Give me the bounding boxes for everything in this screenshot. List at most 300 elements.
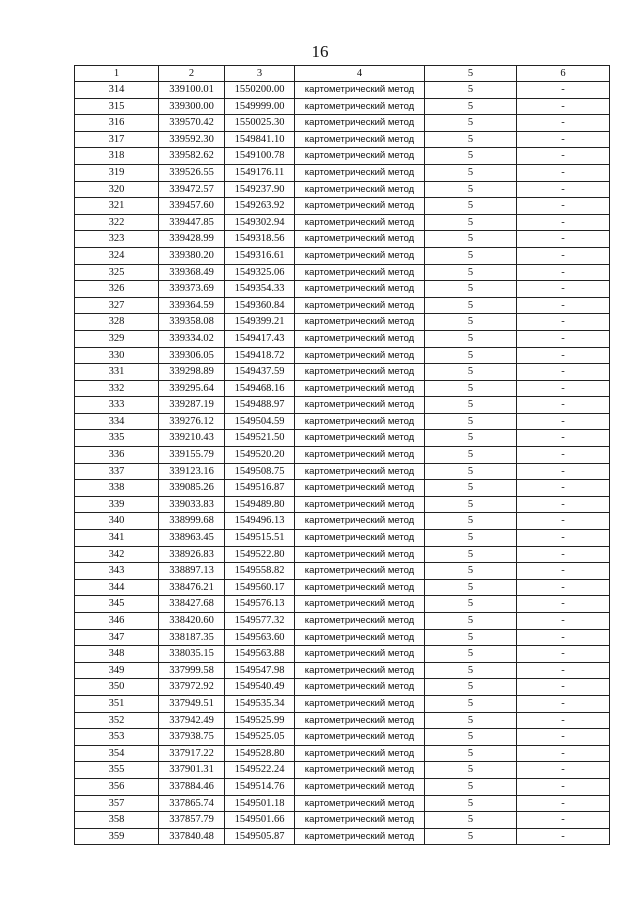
note-cell: -: [517, 131, 610, 148]
y-coordinate-cell: 1549560.17: [225, 579, 295, 596]
table-row: [75, 297, 610, 314]
point-number-cell: 325: [75, 264, 159, 281]
note-cell: -: [517, 463, 610, 480]
x-coordinate-cell: 339210.43: [159, 430, 225, 447]
point-number-cell: 338: [75, 480, 159, 497]
x-coordinate-cell: 339358.08: [159, 314, 225, 331]
table-row: [75, 330, 610, 347]
note-cell: -: [517, 496, 610, 513]
table-row: [75, 164, 610, 181]
table-row: [75, 247, 610, 264]
x-coordinate-cell: 339100.01: [159, 82, 225, 99]
method-cell: картометрический метод: [295, 712, 425, 729]
method-cell: картометрический метод: [295, 613, 425, 630]
point-number-cell: 328: [75, 314, 159, 331]
y-coordinate-cell: 1549521.50: [225, 430, 295, 447]
method-cell: картометрический метод: [295, 181, 425, 198]
y-coordinate-cell: 1549417.43: [225, 330, 295, 347]
table-row: [75, 347, 610, 364]
accuracy-cell: 5: [425, 496, 517, 513]
y-coordinate-cell: 1549354.33: [225, 281, 295, 298]
note-cell: -: [517, 812, 610, 829]
x-coordinate-cell: 339428.99: [159, 231, 225, 248]
y-coordinate-cell: 1549325.06: [225, 264, 295, 281]
point-number-cell: 347: [75, 629, 159, 646]
table-row: [75, 530, 610, 547]
x-coordinate-cell: 338476.21: [159, 579, 225, 596]
table-row: [75, 828, 610, 845]
accuracy-cell: 5: [425, 148, 517, 165]
x-coordinate-cell: 337857.79: [159, 812, 225, 829]
method-cell: картометрический метод: [295, 98, 425, 115]
y-coordinate-cell: 1549522.24: [225, 762, 295, 779]
accuracy-cell: 5: [425, 198, 517, 215]
y-coordinate-cell: 1549263.92: [225, 198, 295, 215]
y-coordinate-cell: 1549522.80: [225, 546, 295, 563]
point-number-cell: 320: [75, 181, 159, 198]
accuracy-cell: 5: [425, 530, 517, 547]
table-row: [75, 695, 610, 712]
point-number-cell: 357: [75, 795, 159, 812]
y-coordinate-cell: 1549576.13: [225, 596, 295, 613]
column-header: 3: [225, 66, 295, 82]
x-coordinate-cell: 339085.26: [159, 480, 225, 497]
table-row: [75, 513, 610, 530]
method-cell: картометрический метод: [295, 596, 425, 613]
point-number-cell: 337: [75, 463, 159, 480]
accuracy-cell: 5: [425, 563, 517, 580]
y-coordinate-cell: 1549100.78: [225, 148, 295, 165]
method-cell: картометрический метод: [295, 762, 425, 779]
method-cell: картометрический метод: [295, 247, 425, 264]
y-coordinate-cell: 1549360.84: [225, 297, 295, 314]
table-row: [75, 579, 610, 596]
method-cell: картометрический метод: [295, 413, 425, 430]
point-number-cell: 352: [75, 712, 159, 729]
note-cell: -: [517, 413, 610, 430]
x-coordinate-cell: 339570.42: [159, 115, 225, 132]
point-number-cell: 326: [75, 281, 159, 298]
accuracy-cell: 5: [425, 397, 517, 414]
y-coordinate-cell: 1549505.87: [225, 828, 295, 845]
method-cell: картометрический метод: [295, 397, 425, 414]
y-coordinate-cell: 1549528.80: [225, 745, 295, 762]
x-coordinate-cell: 338999.68: [159, 513, 225, 530]
note-cell: -: [517, 330, 610, 347]
method-cell: картометрический метод: [295, 679, 425, 696]
note-cell: -: [517, 347, 610, 364]
note-cell: -: [517, 828, 610, 845]
note-cell: -: [517, 198, 610, 215]
column-header: 4: [295, 66, 425, 82]
note-cell: -: [517, 679, 610, 696]
point-number-cell: 359: [75, 828, 159, 845]
x-coordinate-cell: 339123.16: [159, 463, 225, 480]
y-coordinate-cell: 1549841.10: [225, 131, 295, 148]
point-number-cell: 355: [75, 762, 159, 779]
x-coordinate-cell: 339306.05: [159, 347, 225, 364]
accuracy-cell: 5: [425, 115, 517, 132]
method-cell: картометрический метод: [295, 264, 425, 281]
method-cell: картометрический метод: [295, 214, 425, 231]
x-coordinate-cell: 337972.92: [159, 679, 225, 696]
x-coordinate-cell: 339364.59: [159, 297, 225, 314]
note-cell: -: [517, 646, 610, 663]
x-coordinate-cell: 339472.57: [159, 181, 225, 198]
note-cell: -: [517, 563, 610, 580]
note-cell: -: [517, 214, 610, 231]
method-cell: картометрический метод: [295, 662, 425, 679]
note-cell: -: [517, 513, 610, 530]
table-row: [75, 98, 610, 115]
note-cell: -: [517, 762, 610, 779]
method-cell: картометрический метод: [295, 480, 425, 497]
x-coordinate-cell: 337938.75: [159, 729, 225, 746]
accuracy-cell: 5: [425, 380, 517, 397]
table-row: [75, 447, 610, 464]
y-coordinate-cell: 1549176.11: [225, 164, 295, 181]
method-cell: картометрический метод: [295, 646, 425, 663]
accuracy-cell: 5: [425, 662, 517, 679]
method-cell: картометрический метод: [295, 380, 425, 397]
column-header: 6: [517, 66, 610, 82]
accuracy-cell: 5: [425, 812, 517, 829]
x-coordinate-cell: 339334.02: [159, 330, 225, 347]
note-cell: -: [517, 712, 610, 729]
y-coordinate-cell: 1549504.59: [225, 413, 295, 430]
note-cell: -: [517, 82, 610, 99]
y-coordinate-cell: 1549999.00: [225, 98, 295, 115]
table-row: [75, 795, 610, 812]
x-coordinate-cell: 339295.64: [159, 380, 225, 397]
point-number-cell: 354: [75, 745, 159, 762]
point-number-cell: 334: [75, 413, 159, 430]
point-number-cell: 316: [75, 115, 159, 132]
point-number-cell: 323: [75, 231, 159, 248]
note-cell: -: [517, 380, 610, 397]
y-coordinate-cell: 1549547.98: [225, 662, 295, 679]
table-row: [75, 712, 610, 729]
y-coordinate-cell: 1549577.32: [225, 613, 295, 630]
x-coordinate-cell: 337999.58: [159, 662, 225, 679]
point-number-cell: 324: [75, 247, 159, 264]
accuracy-cell: 5: [425, 579, 517, 596]
note-cell: -: [517, 281, 610, 298]
accuracy-cell: 5: [425, 745, 517, 762]
method-cell: картометрический метод: [295, 164, 425, 181]
accuracy-cell: 5: [425, 712, 517, 729]
method-cell: картометрический метод: [295, 563, 425, 580]
x-coordinate-cell: 337917.22: [159, 745, 225, 762]
accuracy-cell: 5: [425, 413, 517, 430]
accuracy-cell: 5: [425, 214, 517, 231]
note-cell: -: [517, 546, 610, 563]
accuracy-cell: 5: [425, 82, 517, 99]
method-cell: картометрический метод: [295, 778, 425, 795]
point-number-cell: 350: [75, 679, 159, 696]
y-coordinate-cell: 1549437.59: [225, 364, 295, 381]
note-cell: -: [517, 115, 610, 132]
table-row: [75, 181, 610, 198]
note-cell: -: [517, 795, 610, 812]
note-cell: -: [517, 264, 610, 281]
table-row: [75, 745, 610, 762]
accuracy-cell: 5: [425, 513, 517, 530]
table-row: [75, 413, 610, 430]
note-cell: -: [517, 364, 610, 381]
note-cell: -: [517, 613, 610, 630]
method-cell: картометрический метод: [295, 729, 425, 746]
x-coordinate-cell: 339033.83: [159, 496, 225, 513]
x-coordinate-cell: 337865.74: [159, 795, 225, 812]
point-number-cell: 331: [75, 364, 159, 381]
accuracy-cell: 5: [425, 181, 517, 198]
table-row: [75, 148, 610, 165]
note-cell: -: [517, 181, 610, 198]
accuracy-cell: 5: [425, 762, 517, 779]
x-coordinate-cell: 339582.62: [159, 148, 225, 165]
method-cell: картометрический метод: [295, 745, 425, 762]
note-cell: -: [517, 247, 610, 264]
table-row: [75, 762, 610, 779]
note-cell: -: [517, 596, 610, 613]
table-row: [75, 662, 610, 679]
note-cell: -: [517, 662, 610, 679]
y-coordinate-cell: 1549525.05: [225, 729, 295, 746]
accuracy-cell: 5: [425, 729, 517, 746]
point-number-cell: 340: [75, 513, 159, 530]
table-row: [75, 812, 610, 829]
x-coordinate-cell: 339287.19: [159, 397, 225, 414]
point-number-cell: 345: [75, 596, 159, 613]
point-number-cell: 322: [75, 214, 159, 231]
accuracy-cell: 5: [425, 629, 517, 646]
y-coordinate-cell: 1549515.51: [225, 530, 295, 547]
y-coordinate-cell: 1549535.34: [225, 695, 295, 712]
x-coordinate-cell: 338187.35: [159, 629, 225, 646]
table-header-row: [75, 66, 610, 82]
point-number-cell: 318: [75, 148, 159, 165]
method-cell: картометрический метод: [295, 198, 425, 215]
note-cell: -: [517, 480, 610, 497]
x-coordinate-cell: 338420.60: [159, 613, 225, 630]
note-cell: -: [517, 579, 610, 596]
accuracy-cell: 5: [425, 447, 517, 464]
point-number-cell: 343: [75, 563, 159, 580]
table-row: [75, 231, 610, 248]
method-cell: картометрический метод: [295, 546, 425, 563]
method-cell: картометрический метод: [295, 447, 425, 464]
note-cell: -: [517, 430, 610, 447]
y-coordinate-cell: 1550200.00: [225, 82, 295, 99]
table-row: [75, 430, 610, 447]
table-row: [75, 629, 610, 646]
y-coordinate-cell: 1549540.49: [225, 679, 295, 696]
point-number-cell: 321: [75, 198, 159, 215]
x-coordinate-cell: 338897.13: [159, 563, 225, 580]
accuracy-cell: 5: [425, 613, 517, 630]
accuracy-cell: 5: [425, 646, 517, 663]
table-row: [75, 82, 610, 99]
accuracy-cell: 5: [425, 546, 517, 563]
accuracy-cell: 5: [425, 281, 517, 298]
x-coordinate-cell: 339380.20: [159, 247, 225, 264]
accuracy-cell: 5: [425, 131, 517, 148]
y-coordinate-cell: 1549418.72: [225, 347, 295, 364]
point-number-cell: 315: [75, 98, 159, 115]
x-coordinate-cell: 339447.85: [159, 214, 225, 231]
accuracy-cell: 5: [425, 314, 517, 331]
method-cell: картометрический метод: [295, 828, 425, 845]
accuracy-cell: 5: [425, 695, 517, 712]
point-number-cell: 346: [75, 613, 159, 630]
method-cell: картометрический метод: [295, 795, 425, 812]
note-cell: -: [517, 164, 610, 181]
method-cell: картометрический метод: [295, 530, 425, 547]
column-header: 1: [75, 66, 159, 82]
y-coordinate-cell: 1549302.94: [225, 214, 295, 231]
note-cell: -: [517, 629, 610, 646]
table-row: [75, 314, 610, 331]
method-cell: картометрический метод: [295, 695, 425, 712]
table-row: [75, 729, 610, 746]
note-cell: -: [517, 745, 610, 762]
note-cell: -: [517, 530, 610, 547]
method-cell: картометрический метод: [295, 115, 425, 132]
accuracy-cell: 5: [425, 164, 517, 181]
method-cell: картометрический метод: [295, 812, 425, 829]
point-number-cell: 351: [75, 695, 159, 712]
x-coordinate-cell: 338427.68: [159, 596, 225, 613]
point-number-cell: 339: [75, 496, 159, 513]
note-cell: -: [517, 148, 610, 165]
point-number-cell: 319: [75, 164, 159, 181]
accuracy-cell: 5: [425, 828, 517, 845]
x-coordinate-cell: 339526.55: [159, 164, 225, 181]
point-number-cell: 333: [75, 397, 159, 414]
page-number: 16: [311, 42, 329, 61]
x-coordinate-cell: 337942.49: [159, 712, 225, 729]
table-row: [75, 679, 610, 696]
method-cell: картометрический метод: [295, 131, 425, 148]
method-cell: картометрический метод: [295, 148, 425, 165]
x-coordinate-cell: 339368.49: [159, 264, 225, 281]
table-row: [75, 131, 610, 148]
note-cell: -: [517, 314, 610, 331]
accuracy-cell: 5: [425, 297, 517, 314]
table-row: [75, 496, 610, 513]
y-coordinate-cell: 1549318.56: [225, 231, 295, 248]
column-header: 2: [159, 66, 225, 82]
table-row: [75, 596, 610, 613]
point-number-cell: 356: [75, 778, 159, 795]
method-cell: картометрический метод: [295, 297, 425, 314]
table-row: [75, 480, 610, 497]
x-coordinate-cell: 337884.46: [159, 778, 225, 795]
accuracy-cell: 5: [425, 778, 517, 795]
y-coordinate-cell: 1549496.13: [225, 513, 295, 530]
accuracy-cell: 5: [425, 247, 517, 264]
accuracy-cell: 5: [425, 264, 517, 281]
x-coordinate-cell: 339373.69: [159, 281, 225, 298]
y-coordinate-cell: 1549488.97: [225, 397, 295, 414]
accuracy-cell: 5: [425, 596, 517, 613]
point-number-cell: 342: [75, 546, 159, 563]
y-coordinate-cell: 1550025.30: [225, 115, 295, 132]
coordinates-table: [74, 65, 610, 845]
note-cell: -: [517, 98, 610, 115]
accuracy-cell: 5: [425, 330, 517, 347]
point-number-cell: 341: [75, 530, 159, 547]
note-cell: -: [517, 695, 610, 712]
method-cell: картометрический метод: [295, 314, 425, 331]
accuracy-cell: 5: [425, 347, 517, 364]
y-coordinate-cell: 1549237.90: [225, 181, 295, 198]
method-cell: картометрический метод: [295, 496, 425, 513]
point-number-cell: 353: [75, 729, 159, 746]
point-number-cell: 317: [75, 131, 159, 148]
y-coordinate-cell: 1549501.18: [225, 795, 295, 812]
method-cell: картометрический метод: [295, 281, 425, 298]
note-cell: -: [517, 447, 610, 464]
x-coordinate-cell: 339155.79: [159, 447, 225, 464]
x-coordinate-cell: 338035.15: [159, 646, 225, 663]
y-coordinate-cell: 1549563.88: [225, 646, 295, 663]
point-number-cell: 329: [75, 330, 159, 347]
table-row: [75, 778, 610, 795]
point-number-cell: 332: [75, 380, 159, 397]
y-coordinate-cell: 1549316.61: [225, 247, 295, 264]
y-coordinate-cell: 1549501.66: [225, 812, 295, 829]
point-number-cell: 327: [75, 297, 159, 314]
accuracy-cell: 5: [425, 679, 517, 696]
x-coordinate-cell: 339300.00: [159, 98, 225, 115]
table-row: [75, 364, 610, 381]
point-number-cell: 349: [75, 662, 159, 679]
method-cell: картометрический метод: [295, 579, 425, 596]
table-row: [75, 563, 610, 580]
point-number-cell: 358: [75, 812, 159, 829]
y-coordinate-cell: 1549520.20: [225, 447, 295, 464]
table-row: [75, 115, 610, 132]
method-cell: картометрический метод: [295, 364, 425, 381]
y-coordinate-cell: 1549563.60: [225, 629, 295, 646]
accuracy-cell: 5: [425, 795, 517, 812]
x-coordinate-cell: 338963.45: [159, 530, 225, 547]
method-cell: картометрический метод: [295, 430, 425, 447]
y-coordinate-cell: 1549516.87: [225, 480, 295, 497]
accuracy-cell: 5: [425, 480, 517, 497]
method-cell: картометрический метод: [295, 629, 425, 646]
accuracy-cell: 5: [425, 231, 517, 248]
y-coordinate-cell: 1549525.99: [225, 712, 295, 729]
table-row: [75, 646, 610, 663]
table-row: [75, 546, 610, 563]
y-coordinate-cell: 1549468.16: [225, 380, 295, 397]
y-coordinate-cell: 1549558.82: [225, 563, 295, 580]
table-row: [75, 214, 610, 231]
note-cell: -: [517, 778, 610, 795]
x-coordinate-cell: 339276.12: [159, 413, 225, 430]
method-cell: картометрический метод: [295, 513, 425, 530]
table-row: [75, 264, 610, 281]
accuracy-cell: 5: [425, 463, 517, 480]
note-cell: -: [517, 231, 610, 248]
point-number-cell: 330: [75, 347, 159, 364]
point-number-cell: 336: [75, 447, 159, 464]
accuracy-cell: 5: [425, 98, 517, 115]
point-number-cell: 348: [75, 646, 159, 663]
